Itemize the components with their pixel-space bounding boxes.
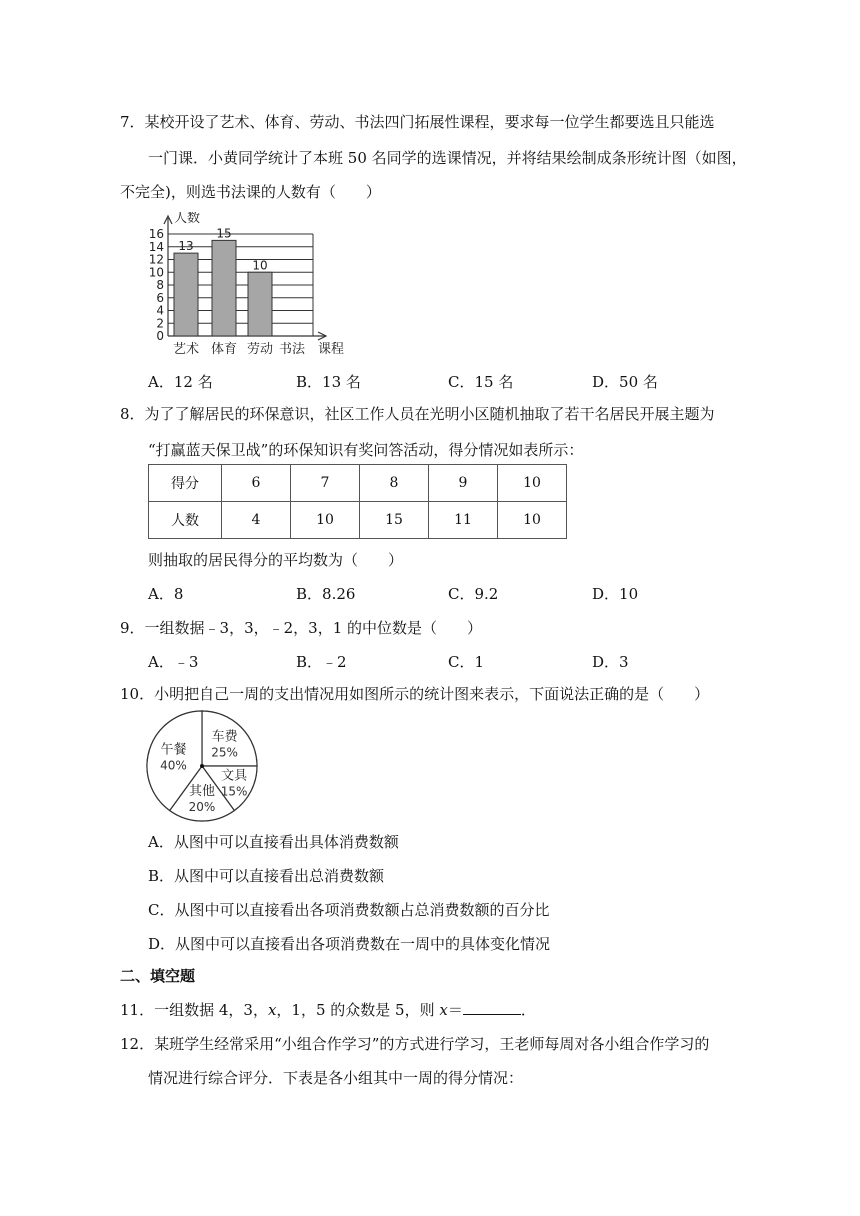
bar-y-axis-label: 人数: [174, 212, 201, 226]
pie-slice-label: 25%: [211, 745, 238, 760]
table-cell: 得分: [149, 465, 222, 502]
q7-option-c[interactable]: C．15 名: [448, 373, 514, 391]
pie-slice-label: 20%: [188, 800, 216, 814]
q11-var-x: x: [267, 1001, 277, 1019]
q8-line-3: 则抽取的居民得分的平均数为（ ）: [148, 551, 404, 569]
table-cell: 8: [360, 465, 429, 502]
q9-option-d[interactable]: D．3: [592, 653, 629, 671]
table-row: [149, 465, 567, 502]
q9-line-1: 9．一组数据﹣3，3，﹣2，3，1 的中位数是（ ）: [120, 619, 483, 637]
pie-center-dot: [200, 764, 204, 768]
pie-slice-name: 午餐: [160, 742, 187, 758]
q12-line-1: 12．某班学生经常采用“小组合作学习”的方式进行学习，王老师每周对各小组合作学习的: [120, 1035, 710, 1053]
table-cell: 10: [498, 465, 567, 502]
bar-category-label: 劳动: [246, 342, 274, 357]
bar-y-tick-label: 8: [156, 278, 164, 292]
q8-option-c[interactable]: C．9.2: [448, 585, 499, 603]
table-row: [149, 502, 567, 539]
q11-text-after: ．: [520, 1001, 536, 1019]
q7-line-1: 7．某校开设了艺术、体育、劳动、书法四门拓展性课程，要求每一位学生都要选且只能选: [120, 113, 715, 131]
pie-slice-name: 车费: [211, 729, 238, 745]
q9-option-c[interactable]: C．1: [448, 653, 485, 671]
score-table: [148, 464, 567, 539]
q8-option-a[interactable]: A．8: [148, 585, 184, 603]
q9-options: [148, 652, 708, 672]
section-title: 二、填空题: [120, 967, 196, 985]
pie-chart: [144, 708, 264, 824]
q8-option-d[interactable]: D．10: [592, 585, 639, 603]
table-cell: 6: [222, 465, 291, 502]
q11-line: [120, 1000, 536, 1020]
q10-option-b[interactable]: B．从图中可以直接看出总消费数额: [148, 867, 385, 885]
table-cell: 7: [291, 465, 360, 502]
q9-option-a[interactable]: A．﹣3: [148, 653, 199, 671]
bar-y-tick-label: 16: [148, 227, 164, 241]
bar: [174, 253, 198, 336]
pie-marks: [147, 711, 257, 821]
table-cell: 11: [429, 502, 498, 539]
pie-slice-name: 其他: [188, 784, 216, 799]
q8-line-1: 8．为了了解居民的环保意识，社区工作人员在光明小区随机抽取了若干名居民开展主题为: [120, 405, 715, 423]
q10-option-d[interactable]: D．从图中可以直接看出各项消费数在一周中的具体变化情况: [148, 935, 551, 953]
q7-options: [148, 372, 708, 392]
bar-y-tick-label: 0: [156, 329, 164, 343]
pie-slice-label: 15%: [220, 784, 248, 799]
q10-option-a[interactable]: A．从图中可以直接看出具体消费数额: [148, 833, 399, 851]
bar-category-label: 艺术: [172, 342, 200, 357]
q11-text-mid: ，1，5 的众数是 5，则: [276, 1001, 440, 1019]
q7-option-b[interactable]: B．13 名: [296, 373, 361, 391]
bar-data-label: 15: [216, 226, 232, 241]
table-cell: 人数: [149, 502, 222, 539]
q7-line-2: 一门课．小黄同学统计了本班 50 名同学的选课情况，并将结果绘制成条形统计图（如图，: [148, 149, 747, 167]
pie-slice-label: 40%: [160, 758, 187, 773]
q12-line-2: 情况进行综合评分．下表是各小组其中一周的得分情况：: [148, 1069, 524, 1087]
pie-slice-name: 文具: [221, 768, 248, 784]
table-cell: 10: [291, 502, 360, 539]
bar-chart: [140, 212, 370, 362]
bar-data-label: 13: [178, 239, 194, 254]
table-cell: 9: [429, 465, 498, 502]
bar-category-label: 书法: [278, 342, 306, 357]
q11-text-eq: ＝: [447, 1001, 463, 1019]
q7-option-d[interactable]: D．50 名: [592, 373, 658, 391]
q10-option-c[interactable]: C．从图中可以直接看出各项消费数额占总消费数额的百分比: [148, 901, 550, 919]
bar-data-label: 10: [252, 258, 268, 273]
bar-x-axis-label: 课程: [318, 342, 345, 357]
q11-text-before: 11．一组数据 4，3，: [120, 1001, 268, 1019]
bar-y-tick-label: 6: [156, 290, 164, 305]
bar-y-tick-label: 12: [148, 252, 164, 267]
bar-marks: [173, 226, 306, 357]
bar-y-tick-label: 14: [148, 239, 164, 254]
bar-y-tick-label: 4: [156, 303, 164, 318]
q10-line-1: 10．小明把自己一周的支出情况用如图所示的统计图来表示，下面说法正确的是（ ）: [120, 685, 710, 703]
q8-line-2: “打赢蓝天保卫战”的环保知识有奖问答活动，得分情况如表所示：: [148, 441, 584, 459]
table-cell: 10: [498, 502, 567, 539]
q8-option-b[interactable]: B．8.26: [296, 585, 356, 603]
q7-option-a[interactable]: A．12 名: [148, 373, 213, 391]
q9-option-b[interactable]: B．﹣2: [296, 653, 347, 671]
table-cell: 4: [222, 502, 291, 539]
bar-y-tick-label: 2: [156, 316, 164, 331]
bar: [248, 272, 272, 336]
bar-y-tick-label: 10: [148, 265, 164, 280]
bar-category-label: 体育: [210, 342, 238, 357]
q8-options: [148, 584, 708, 604]
q11-var-x2: x: [439, 1001, 448, 1019]
q7-line-3: 不完全)，则选书法课的人数有（ ）: [120, 183, 381, 201]
bar: [212, 240, 236, 336]
table-cell: 15: [360, 502, 429, 539]
q11-answer-blank[interactable]: [463, 1000, 521, 1015]
